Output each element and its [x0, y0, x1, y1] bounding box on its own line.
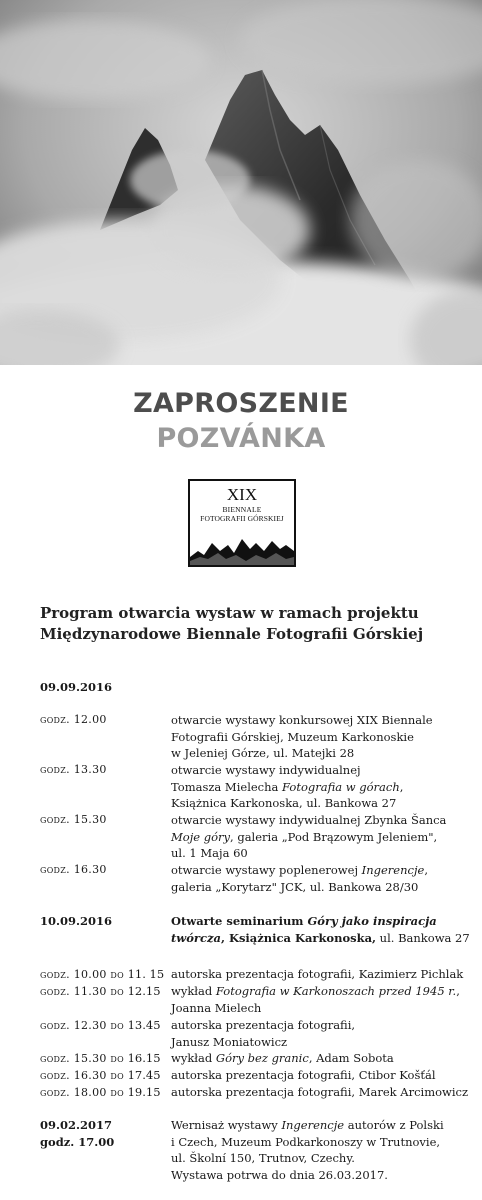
hero-mountain-photo: [0, 0, 482, 365]
event-desc-line: ul. 1 Maja 60: [171, 846, 248, 860]
work-title: Góry bez granic: [215, 1051, 309, 1065]
event-time: [40, 983, 161, 1001]
event-desc-line: Książnica Karkonoska, ul. Bankowa 27: [171, 796, 397, 810]
day2-date: 10.09.2016: [40, 914, 113, 928]
seminar-line2: [171, 930, 471, 947]
event-desc-line: otwarcie wystawy indywidualnej: [171, 763, 361, 777]
event-desc-line: autorska prezentacja fotografii,: [171, 1018, 356, 1032]
title-polish: ZAPROSZENIE: [133, 388, 349, 419]
event-time: [40, 1017, 161, 1035]
event-time: [40, 966, 164, 984]
invitation-titles: [0, 388, 482, 455]
logo-number: XIX: [226, 485, 258, 504]
event-time: [40, 1050, 161, 1068]
event-desc-line: Wystawa potrwa do dnia 26.03.2017.: [171, 1167, 388, 1182]
event-desc-line: galeria „Korytarz" JCK, ul. Bankowa 28/30: [171, 879, 419, 894]
desc-text: Tomasza Mielecha: [171, 779, 283, 794]
desc-text: autorów z Polski: [344, 1118, 444, 1132]
time-end: 17.45: [127, 1068, 161, 1082]
event-desc-line: [171, 983, 471, 1000]
desc-text: wykład: [171, 984, 216, 998]
desc-text: Otwarte seminarium: [171, 914, 308, 928]
event-desc-line: otwarcie wystawy indywidualnej Zbynka Šanca: [171, 813, 447, 827]
desc-text: , Adam Sobota: [308, 1051, 394, 1065]
desc-text: wykład: [171, 1051, 216, 1065]
day1-date: 09.09.2016: [40, 680, 113, 694]
time-end: 12.15: [127, 984, 161, 998]
time-start: godz. 12.30: [40, 1019, 107, 1032]
desc-text: ,: [424, 863, 428, 877]
desc-text: , galeria „Pod Brązowym Jeleniem",: [230, 829, 438, 844]
desc-text: ul. Bankowa 27: [376, 930, 470, 945]
mountain-fog-image: [0, 0, 482, 365]
day3-date: 09.02.2017: [40, 1118, 113, 1132]
event-desc-line: w Jeleniej Górze, ul. Matejki 28: [171, 746, 355, 760]
seminar-venue: , Książnica Karkonoska,: [220, 930, 377, 945]
event-time: [40, 1067, 161, 1085]
event-time: [40, 1084, 161, 1102]
time-start: godz. 10.00: [40, 968, 107, 981]
event-desc-line: [171, 1050, 471, 1067]
event-desc-line: autorska prezentacja fotografii, Marek Arcimowicz: [171, 1085, 469, 1099]
work-title: Fotografia w Karkonoszach przed 1945 r.: [215, 984, 457, 998]
title-czech: POZVÁNKA: [156, 423, 326, 454]
time-end: 19.15: [127, 1085, 161, 1099]
seminar-line1: [171, 913, 471, 930]
time-sep: do: [110, 985, 124, 998]
logo-line2: FOTOGRAFII GÓRSKIEJ: [200, 514, 284, 523]
program-heading-line2: Międzynarodowe Biennale Fotografii Górskiej: [40, 625, 424, 643]
time-start: godz. 11.30: [40, 985, 107, 998]
seminar-title: twórcza: [171, 930, 221, 945]
biennale-logo: [188, 479, 296, 567]
time-start: godz. 15.30: [40, 1052, 107, 1065]
event-time: godz. 16.30: [40, 863, 107, 876]
desc-text: Wernisaż wystawy: [171, 1118, 282, 1132]
work-title: Ingerencje: [361, 863, 425, 877]
desc-text: ,: [456, 984, 460, 998]
day3-time: godz. 17.00: [40, 1134, 115, 1149]
time-sep: do: [110, 1069, 124, 1082]
event-desc-line: ul. Školní 150, Trutnov, Czechy.: [171, 1151, 355, 1165]
program-heading-line1: Program otwarcia wystaw w ramach projektu: [40, 604, 419, 622]
event-desc-line: [171, 829, 471, 846]
desc-text: ,: [399, 779, 404, 794]
event-desc-line: autorska prezentacja fotografii, Ctibor Košťál: [171, 1068, 436, 1082]
time-end: 13.45: [127, 1018, 161, 1032]
seminar-title: Góry jako inspiracja: [307, 914, 437, 928]
time-start: godz. 18.00: [40, 1086, 107, 1099]
event-time: godz. 15.30: [40, 813, 107, 826]
event-desc-line: autorska prezentacja fotografii, Kazimierz Pichlak: [171, 967, 464, 981]
desc-text: otwarcie wystawy poplenerowej: [171, 863, 362, 877]
work-title: Moje góry: [171, 829, 231, 844]
time-sep: do: [110, 1052, 124, 1065]
mountains-logo-icon: [190, 521, 294, 565]
event-desc-line: i Czech, Muzeum Podkarkonoszy w Trutnovie,: [171, 1134, 441, 1149]
event-desc-line: Janusz Moniatowicz: [171, 1034, 288, 1049]
time-end: 11. 15: [127, 967, 165, 981]
time-sep: do: [110, 1019, 124, 1032]
time-sep: do: [110, 968, 124, 981]
logo-line1: BIENNALE: [222, 505, 262, 514]
event-time: godz. 12.00: [40, 713, 107, 726]
work-title: Fotografia w górach: [282, 779, 400, 794]
event-time: godz. 13.30: [40, 763, 107, 776]
event-desc-line: otwarcie wystawy konkursowej XIX Biennale: [171, 713, 433, 727]
program-heading: [40, 603, 470, 645]
event-desc-line: [171, 862, 471, 879]
event-desc-line: [171, 779, 471, 796]
time-end: 16.15: [127, 1051, 161, 1065]
work-title: Ingerencje: [281, 1118, 345, 1132]
time-start: godz. 16.30: [40, 1069, 107, 1082]
event-desc-line: [171, 1117, 471, 1134]
event-desc-line: Joanna Mielech: [171, 1000, 262, 1015]
time-sep: do: [110, 1086, 124, 1099]
event-desc-line: Fotografii Górskiej, Muzeum Karkonoskie: [171, 729, 414, 744]
